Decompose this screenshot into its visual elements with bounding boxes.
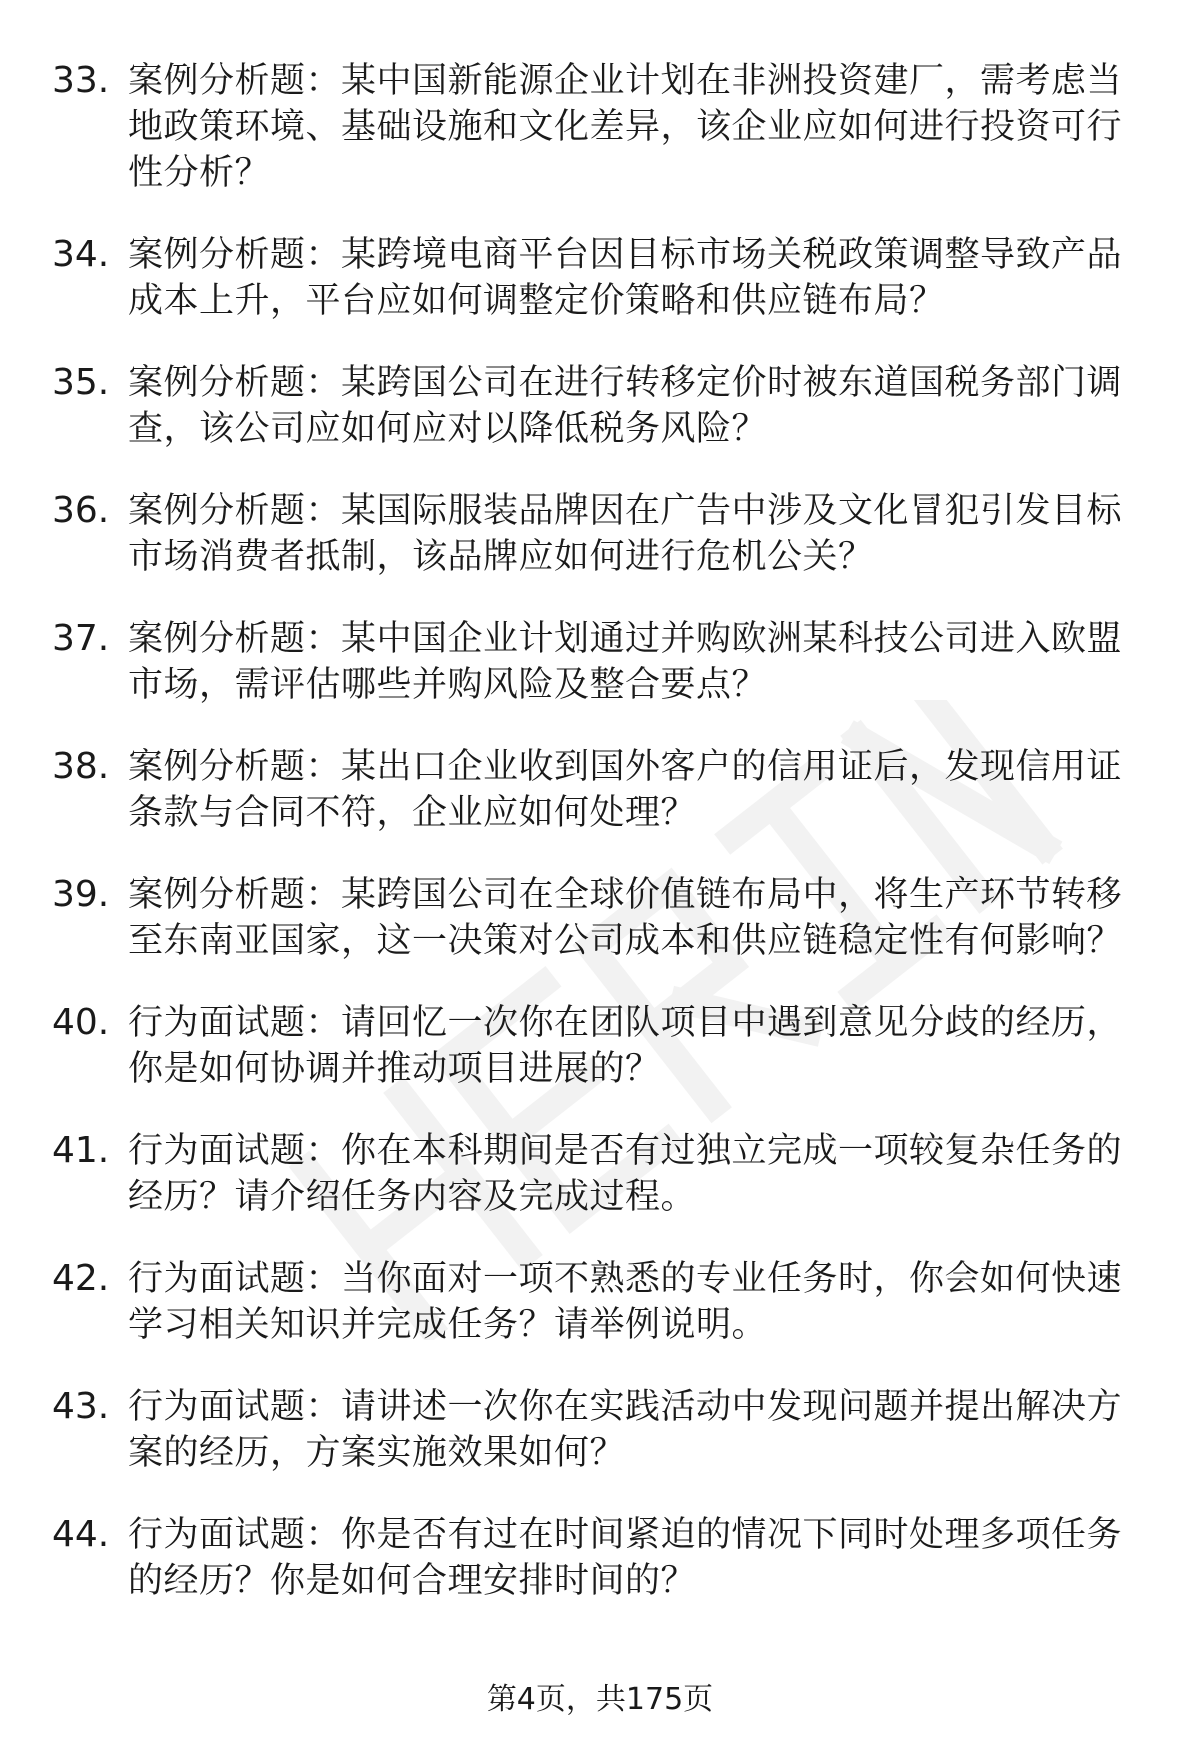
list-item — [52, 488, 1152, 580]
question-text: 案例分析题：某跨国公司在进行转移定价时被东道国税务部门调查，该公司应如何应对以降低税务风险？ — [128, 363, 1123, 449]
question-text: 案例分析题：某出口企业收到国外客户的信用证后，发现信用证条款与合同不符，企业应如何处理？ — [128, 747, 1123, 833]
list-item — [52, 616, 1152, 708]
list-item — [52, 232, 1152, 324]
question-number: 44. — [52, 1514, 110, 1555]
question-text: 行为面试题：你是否有过在时间紧迫的情况下同时处理多项任务的经历？你是如何合理安排时间的？ — [128, 1515, 1123, 1601]
question-text: 行为面试题：请回忆一次你在团队项目中遇到意见分歧的经历，你是如何协调并推动项目进展的？ — [128, 1003, 1123, 1089]
question-number: 42. — [52, 1258, 110, 1299]
question-text: 案例分析题：某跨境电商平台因目标市场关税政策调整导致产品成本上升，平台应如何调整定价策略和供应链布局？ — [128, 235, 1123, 321]
question-number: 37. — [52, 618, 110, 659]
question-text: 行为面试题：请讲述一次你在实践活动中发现问题并提出解决方案的经历，方案实施效果如何？ — [128, 1387, 1123, 1473]
page-footer — [0, 1680, 1200, 1720]
question-number: 39. — [52, 874, 110, 915]
list-item — [52, 1384, 1152, 1476]
question-text: 行为面试题：你在本科期间是否有过独立完成一项较复杂任务的经历？请介绍任务内容及完成过程。 — [128, 1131, 1123, 1217]
list-item — [52, 1256, 1152, 1348]
question-list — [52, 58, 1152, 1640]
question-number: 34. — [52, 234, 110, 275]
list-item — [52, 872, 1152, 964]
question-text: 案例分析题：某国际服装品牌因在广告中涉及文化冒犯引发目标市场消费者抵制，该品牌应如何进行危机公关？ — [128, 491, 1123, 577]
question-text: 案例分析题：某跨国公司在全球价值链布局中，将生产环节转移至东南亚国家，这一决策对公司成本和供应链稳定性有何影响？ — [128, 875, 1123, 961]
question-text: 案例分析题：某中国企业计划通过并购欧洲某科技公司进入欧盟市场，需评估哪些并购风险及整合要点？ — [128, 619, 1123, 705]
question-number: 40. — [52, 1002, 110, 1043]
question-number: 38. — [52, 746, 110, 787]
list-item — [52, 1128, 1152, 1220]
question-number: 41. — [52, 1130, 110, 1171]
list-item — [52, 1000, 1152, 1092]
question-text: 案例分析题：某中国新能源企业计划在非洲投资建厂，需考虑当地政策环境、基础设施和文化差异，该企业应如何进行投资可行性分析？ — [128, 61, 1123, 193]
list-item — [52, 744, 1152, 836]
list-item — [52, 1512, 1152, 1604]
question-number: 35. — [52, 362, 110, 403]
list-item — [52, 58, 1152, 196]
question-number: 43. — [52, 1386, 110, 1427]
question-number: 33. — [52, 60, 110, 101]
question-number: 36. — [52, 490, 110, 531]
question-text: 行为面试题：当你面对一项不熟悉的专业任务时，你会如何快速学习相关知识并完成任务？请举例说明。 — [128, 1259, 1123, 1345]
page-number-label: 第4页，共175页 — [486, 1682, 714, 1717]
list-item — [52, 360, 1152, 452]
